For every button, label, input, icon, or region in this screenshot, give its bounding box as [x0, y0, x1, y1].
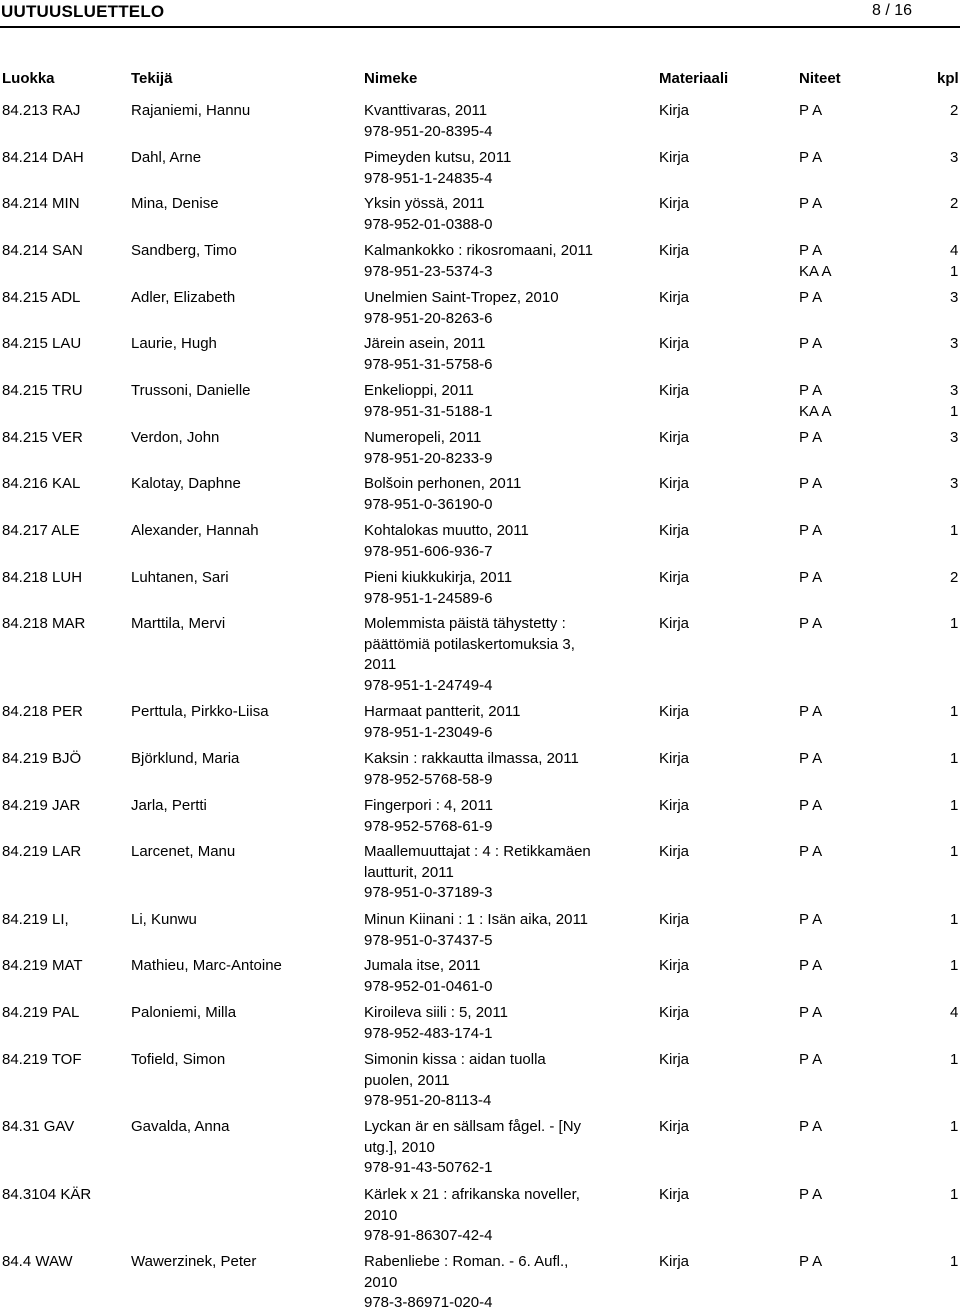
row-qty-line: 1 — [950, 750, 959, 767]
row-title-line: Jumala itse, 2011 — [364, 957, 481, 974]
row-class: 84.219 JAR — [2, 797, 81, 814]
row-qty — [950, 334, 958, 355]
row-title — [364, 288, 656, 329]
row-title-line: Numeropeli, 2011 — [364, 429, 482, 446]
row-notes — [799, 614, 822, 635]
row-material: Kirja — [659, 149, 690, 166]
row-class: 84.215 VER — [2, 429, 83, 446]
row-class: 84.219 LI, — [2, 911, 69, 928]
row-qty — [950, 956, 958, 977]
row-class: 84.218 PER — [2, 703, 83, 720]
row-title-line: Harmaat pantterit, 2011 — [364, 703, 521, 720]
row-qty-line: 1 — [950, 843, 959, 860]
row-material: Kirja — [659, 1253, 690, 1270]
row-note-line: KA A — [799, 262, 832, 280]
row-qty — [950, 614, 958, 635]
row-title-line: Maallemuuttajat : 4 : Retikkamäen — [364, 843, 591, 860]
row-material: Kirja — [659, 1004, 690, 1021]
row-notes — [799, 1252, 822, 1273]
row-note-line: P A — [799, 703, 823, 720]
row-note-line: P A — [799, 615, 823, 632]
row-class: 84.4 WAW — [2, 1253, 73, 1270]
row-note-line: P A — [799, 195, 823, 212]
column-header-title: Nimeke — [364, 70, 418, 87]
row-qty-line: 3 — [950, 149, 959, 166]
row-title-line: Kvanttivaras, 2011 — [364, 102, 488, 119]
row-title-line: Lyckan är en sällsam fågel. - [Ny — [364, 1118, 582, 1135]
row-note-line: P A — [799, 957, 823, 974]
row-class: 84.218 LUH — [2, 569, 83, 586]
row-class: 84.215 ADL — [2, 289, 81, 306]
row-title-line: Fingerpori : 4, 2011 — [364, 797, 493, 814]
row-notes — [799, 1003, 822, 1024]
row-title-line: Järein asein, 2011 — [364, 335, 486, 352]
row-title-line: lautturit, 2011 — [364, 863, 454, 881]
row-title — [364, 381, 656, 422]
row-material: Kirja — [659, 335, 690, 352]
row-qty-line: 2 — [950, 102, 959, 119]
row-notes — [799, 288, 822, 309]
row-author: Mathieu, Marc-Antoine — [131, 957, 282, 974]
row-isbn: 978-951-20-8113-4 — [364, 1092, 492, 1109]
row-author: Wawerzinek, Peter — [131, 1253, 257, 1270]
row-qty-line: 1 — [950, 1118, 959, 1135]
row-title — [364, 101, 656, 142]
row-qty — [950, 1185, 958, 1206]
row-class: 84.214 MIN — [2, 195, 80, 212]
row-title-line: Pimeyden kutsu, 2011 — [364, 149, 512, 166]
row-title-line: Kohtalokas muutto, 2011 — [364, 522, 529, 539]
row-isbn: 978-951-20-8233-9 — [364, 449, 493, 467]
row-note-line: P A — [799, 1004, 823, 1021]
row-isbn: 978-91-86307-42-4 — [364, 1227, 493, 1244]
row-title — [364, 194, 656, 235]
row-qty-line: 1 — [950, 615, 959, 632]
row-material: Kirja — [659, 242, 690, 259]
row-isbn: 978-951-20-8395-4 — [364, 122, 493, 140]
row-qty-line: 1 — [950, 522, 959, 539]
row-note-line: P A — [799, 750, 823, 767]
row-material: Kirja — [659, 957, 690, 974]
page-number: 8 / 16 — [872, 2, 913, 19]
row-note-line: P A — [799, 1051, 823, 1068]
row-isbn: 978-951-31-5758-6 — [364, 355, 493, 373]
row-note-line: P A — [799, 289, 823, 306]
header-rule — [0, 26, 960, 28]
row-note-line: P A — [799, 382, 823, 399]
row-title — [364, 956, 656, 997]
row-class: 84.213 RAJ — [2, 102, 81, 119]
row-qty-line: 1 — [950, 797, 959, 814]
row-isbn: 978-952-483-174-1 — [364, 1024, 493, 1042]
row-material: Kirja — [659, 703, 690, 720]
row-qty — [950, 568, 958, 589]
row-note-line: P A — [799, 1186, 823, 1203]
row-notes — [799, 381, 832, 422]
row-note-line: P A — [799, 911, 823, 928]
row-title-line: 2010 — [364, 1206, 398, 1224]
row-author: Alexander, Hannah — [131, 522, 259, 539]
row-title-line: utg.], 2010 — [364, 1138, 435, 1156]
row-qty — [950, 842, 958, 863]
row-qty — [950, 148, 958, 169]
row-title — [364, 749, 656, 790]
row-qty-line: 2 — [950, 195, 959, 212]
row-title — [364, 702, 656, 743]
row-title-line: Unelmien Saint-Tropez, 2010 — [364, 289, 559, 306]
row-notes — [799, 910, 822, 931]
row-material: Kirja — [659, 475, 690, 492]
row-class: 84.218 MAR — [2, 615, 86, 632]
row-notes — [799, 474, 822, 495]
column-header-notes: Niteet — [799, 70, 841, 87]
row-author: Sandberg, Timo — [131, 242, 237, 259]
column-header-class: Luokka — [2, 70, 55, 87]
row-title — [364, 148, 656, 189]
row-note-line: P A — [799, 335, 823, 352]
row-material: Kirja — [659, 195, 690, 212]
row-note-line: P A — [799, 1118, 823, 1135]
row-notes — [799, 521, 822, 542]
row-isbn: 978-952-01-0388-0 — [364, 215, 493, 233]
row-author: Kalotay, Daphne — [131, 475, 241, 492]
row-author: Paloniemi, Milla — [131, 1004, 237, 1021]
row-qty-line: 3 — [950, 475, 959, 492]
row-title-line: Kalmankokko : rikosromaani, 2011 — [364, 242, 593, 259]
row-qty-line: 4 — [950, 1004, 959, 1021]
column-header-qty: kpl — [937, 70, 959, 87]
row-title-line: puolen, 2011 — [364, 1071, 450, 1089]
row-isbn: 978-3-86971-020-4 — [364, 1294, 493, 1311]
row-class: 84.214 DAH — [2, 149, 84, 166]
row-note-line: P A — [799, 242, 823, 259]
row-isbn: 978-952-01-0461-0 — [364, 977, 493, 995]
row-qty — [950, 288, 958, 309]
row-title-line: Yksin yössä, 2011 — [364, 195, 485, 212]
row-qty — [950, 1003, 958, 1024]
row-class: 84.31 GAV — [2, 1118, 75, 1135]
row-note-line: KA A — [799, 402, 832, 420]
row-qty — [950, 1117, 958, 1138]
row-class: 84.216 KAL — [2, 475, 81, 492]
row-qty — [950, 194, 958, 215]
column-header-author: Tekijä — [131, 70, 173, 87]
row-note-line: P A — [799, 797, 823, 814]
row-title — [364, 1185, 656, 1247]
row-title — [364, 1252, 656, 1314]
row-author: Adler, Elizabeth — [131, 289, 236, 306]
row-author: Laurie, Hugh — [131, 335, 217, 352]
row-material: Kirja — [659, 429, 690, 446]
row-author: Li, Kunwu — [131, 911, 197, 928]
row-title — [364, 334, 656, 375]
row-qty — [950, 910, 958, 931]
row-isbn: 978-951-23-5374-3 — [364, 262, 493, 280]
row-author: Perttula, Pirkko-Liisa — [131, 703, 269, 720]
row-notes — [799, 334, 822, 355]
row-isbn: 978-952-5768-61-9 — [364, 817, 493, 835]
row-title — [364, 568, 656, 609]
row-material: Kirja — [659, 382, 690, 399]
row-note-line: P A — [799, 149, 823, 166]
row-author: Luhtanen, Sari — [131, 569, 229, 586]
row-title-line: Kaksin : rakkautta ilmassa, 2011 — [364, 750, 579, 767]
row-title-line: Pieni kiukkukirja, 2011 — [364, 569, 513, 586]
row-material: Kirja — [659, 102, 690, 119]
row-qty-line: 3 — [950, 382, 959, 399]
row-author: Mina, Denise — [131, 195, 219, 212]
row-isbn: 978-951-1-24835-4 — [364, 169, 493, 187]
row-notes — [799, 1050, 822, 1071]
row-title — [364, 474, 656, 515]
row-author: Verdon, John — [131, 429, 220, 446]
row-title-line: 2010 — [364, 1273, 398, 1291]
row-notes — [799, 956, 822, 977]
row-class: 84.215 LAU — [2, 335, 82, 352]
row-title-line: Minun Kiinani : 1 : Isän aika, 2011 — [364, 911, 589, 928]
row-qty-line: 3 — [950, 335, 959, 352]
row-qty-line: 1 — [950, 911, 959, 928]
row-class: 84.219 BJÖ — [2, 750, 82, 767]
row-qty — [950, 521, 958, 542]
row-notes — [799, 428, 822, 449]
row-notes — [799, 842, 822, 863]
row-author: Tofield, Simon — [131, 1051, 226, 1068]
row-author: Jarla, Pertti — [131, 797, 207, 814]
row-title-line: päättömiä potilaskertomuksia 3, — [364, 635, 575, 653]
row-note-line: P A — [799, 843, 823, 860]
row-author: Marttila, Mervi — [131, 615, 226, 632]
row-qty-line: 3 — [950, 429, 959, 446]
row-notes — [799, 1117, 822, 1138]
row-author: Dahl, Arne — [131, 149, 202, 166]
row-note-line: P A — [799, 102, 823, 119]
row-title-line: Bolšoin perhonen, 2011 — [364, 475, 522, 492]
row-author: Larcenet, Manu — [131, 843, 236, 860]
row-isbn: 978-951-0-37437-5 — [364, 931, 493, 949]
row-qty — [950, 101, 958, 122]
row-isbn: 978-951-0-37189-3 — [364, 884, 493, 901]
row-isbn: 978-952-5768-58-9 — [364, 770, 493, 788]
row-notes — [799, 749, 822, 770]
row-note-line: P A — [799, 475, 823, 492]
row-title — [364, 910, 656, 951]
row-title — [364, 1117, 656, 1179]
row-qty — [950, 381, 958, 422]
column-header-material: Materiaali — [659, 70, 729, 87]
row-author: Rajaniemi, Hannu — [131, 102, 251, 119]
row-isbn: 978-951-31-5188-1 — [364, 402, 493, 420]
row-class: 84.214 SAN — [2, 242, 83, 259]
row-title — [364, 842, 656, 904]
row-qty — [950, 749, 958, 770]
row-material: Kirja — [659, 615, 690, 632]
row-isbn: 978-951-606-936-7 — [364, 542, 493, 560]
row-class: 84.219 MAT — [2, 957, 83, 974]
row-title — [364, 241, 656, 282]
row-title — [364, 796, 656, 837]
row-notes — [799, 194, 822, 215]
row-title-line: Molemmista päistä tähystetty : — [364, 615, 566, 632]
row-qty-line: 1 — [950, 1186, 959, 1203]
row-material: Kirja — [659, 1186, 690, 1203]
row-class: 84.219 TOF — [2, 1051, 82, 1068]
row-isbn: 978-951-20-8263-6 — [364, 309, 493, 327]
row-material: Kirja — [659, 750, 690, 767]
row-qty-line: 1 — [950, 1051, 959, 1068]
row-author: Trussoni, Danielle — [131, 382, 251, 399]
row-notes — [799, 148, 822, 169]
row-qty — [950, 1252, 958, 1273]
row-material: Kirja — [659, 522, 690, 539]
row-class: 84.219 PAL — [2, 1004, 80, 1021]
row-isbn: 978-91-43-50762-1 — [364, 1159, 493, 1176]
row-qty-line: 1 — [950, 703, 959, 720]
row-notes — [799, 796, 822, 817]
row-qty — [950, 241, 958, 282]
row-author: Björklund, Maria — [131, 750, 240, 767]
row-note-line: P A — [799, 429, 823, 446]
row-material: Kirja — [659, 289, 690, 306]
row-qty-line: 1 — [950, 957, 959, 974]
row-title-line: Simonin kissa : aidan tuolla — [364, 1051, 546, 1068]
row-isbn: 978-951-1-23049-6 — [364, 723, 493, 741]
row-material: Kirja — [659, 1118, 690, 1135]
row-isbn: 978-951-1-24749-4 — [364, 676, 493, 694]
row-title-line: 2011 — [364, 656, 397, 673]
row-material: Kirja — [659, 843, 690, 860]
row-title — [364, 1003, 656, 1044]
row-class: 84.217 ALE — [2, 522, 80, 539]
row-note-line: P A — [799, 522, 823, 539]
row-material: Kirja — [659, 569, 690, 586]
row-note-line: P A — [799, 1253, 823, 1270]
row-qty — [950, 474, 958, 495]
row-notes — [799, 1185, 822, 1206]
row-material: Kirja — [659, 911, 690, 928]
row-class: 84.219 LAR — [2, 843, 82, 860]
row-qty-line: 1 — [950, 262, 959, 280]
row-qty-line: 3 — [950, 289, 959, 306]
row-notes — [799, 241, 832, 282]
row-title-line: Kiroileva siili : 5, 2011 — [364, 1004, 508, 1021]
row-title — [364, 428, 656, 469]
row-qty — [950, 702, 958, 723]
row-note-line: P A — [799, 569, 823, 586]
row-isbn: 978-951-1-24589-6 — [364, 589, 493, 607]
row-title — [364, 614, 656, 696]
row-title-line: Rabenliebe : Roman. - 6. Aufl., — [364, 1253, 569, 1270]
row-material: Kirja — [659, 1051, 690, 1068]
row-title-line: Kärlek x 21 : afrikanska noveller, — [364, 1186, 580, 1203]
page-title: UUTUUSLUETTELO — [1, 2, 165, 21]
row-author: Gavalda, Anna — [131, 1118, 230, 1135]
row-qty-line: 2 — [950, 569, 959, 586]
row-notes — [799, 702, 822, 723]
row-title-line: Enkelioppi, 2011 — [364, 382, 474, 399]
row-notes — [799, 568, 822, 589]
row-qty-line: 4 — [950, 242, 959, 259]
row-title — [364, 1050, 656, 1112]
row-qty — [950, 1050, 958, 1071]
row-material: Kirja — [659, 797, 690, 814]
row-class: 84.215 TRU — [2, 382, 83, 399]
row-title — [364, 521, 656, 562]
row-qty — [950, 428, 958, 449]
row-qty — [950, 796, 958, 817]
row-isbn: 978-951-0-36190-0 — [364, 495, 493, 513]
row-qty-line: 1 — [950, 402, 959, 420]
row-notes — [799, 101, 822, 122]
row-qty-line: 1 — [950, 1253, 959, 1270]
row-class: 84.3104 KÄR — [2, 1186, 92, 1203]
